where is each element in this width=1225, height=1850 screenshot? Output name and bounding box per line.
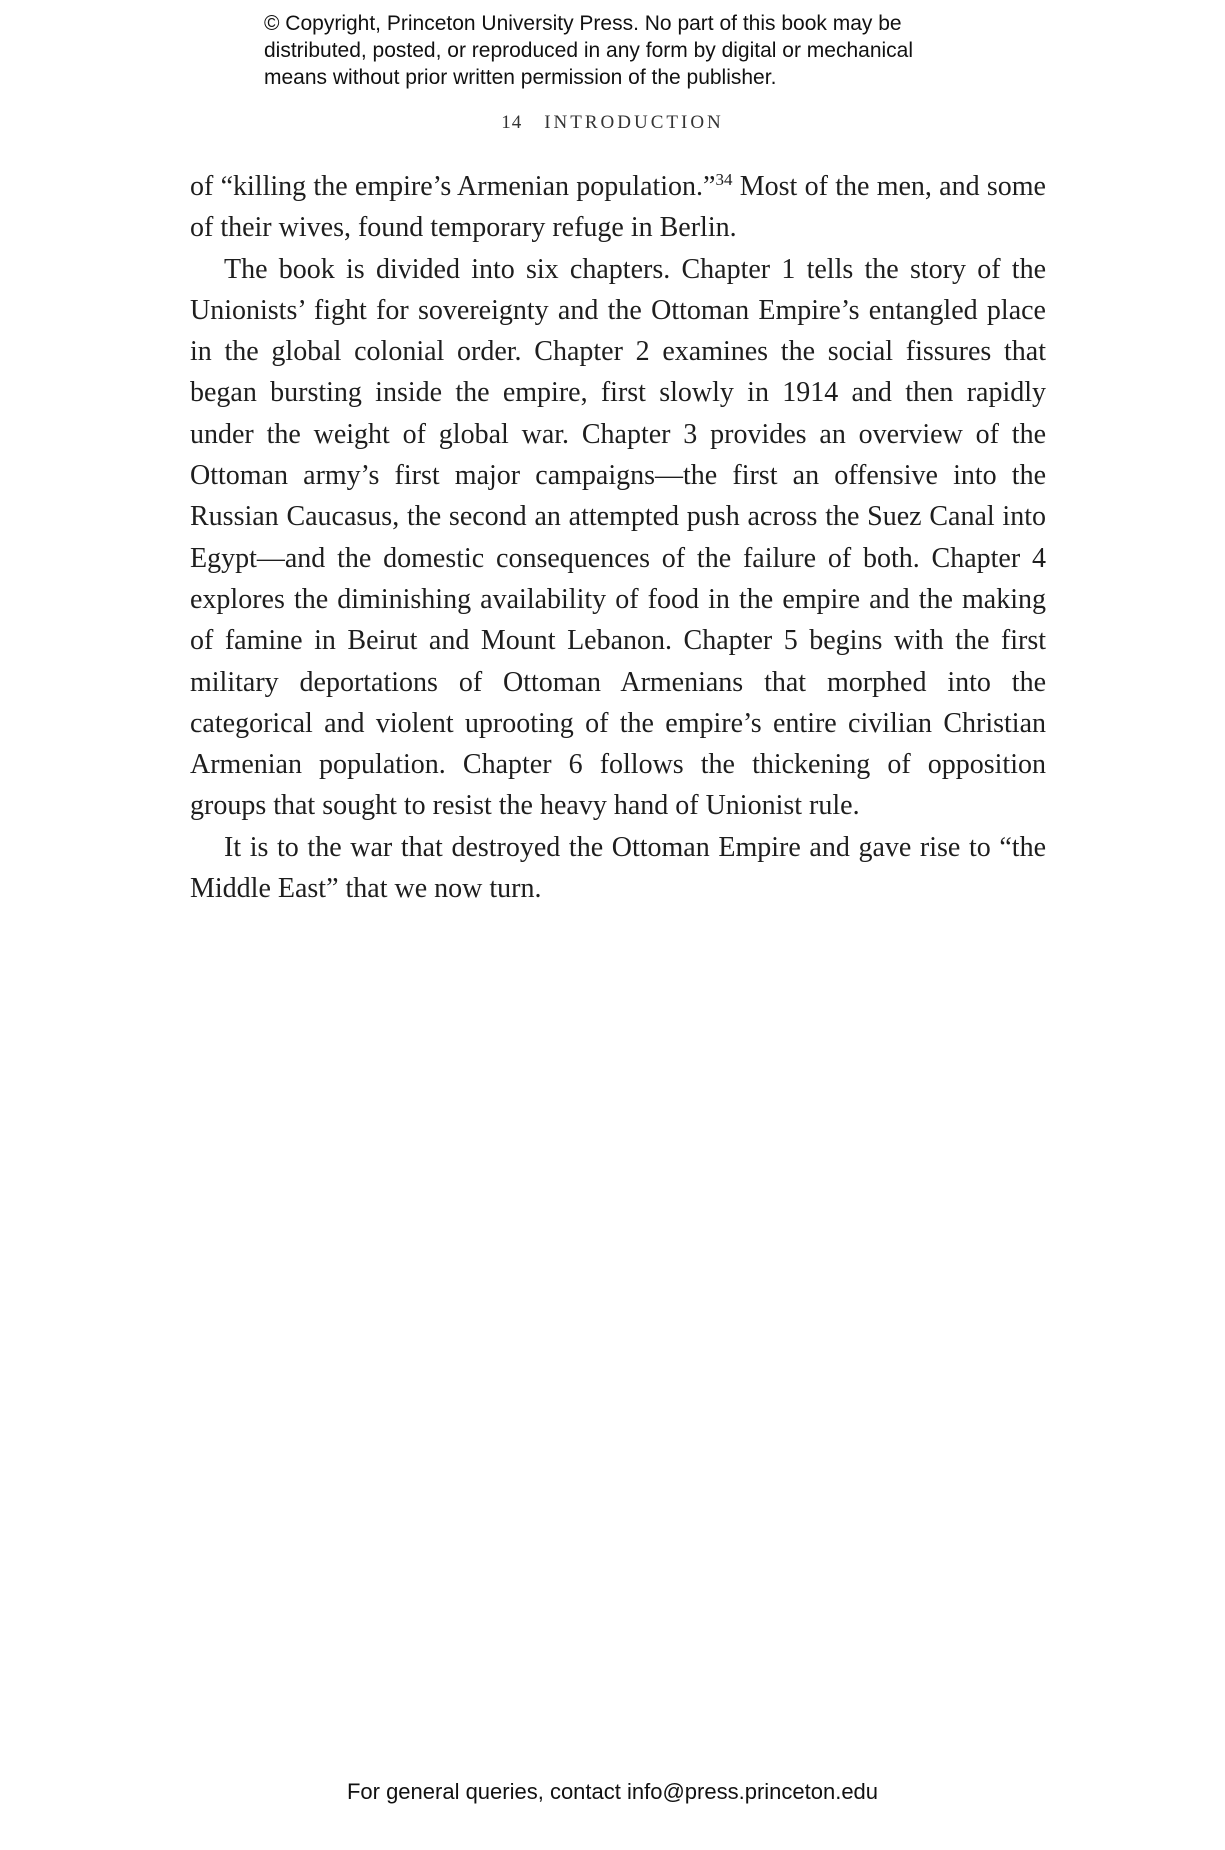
- copyright-notice: [264, 10, 984, 91]
- paragraph: It is to the war that destroyed the Ottoman Empire and gave rise to “the Middle East” that we now turn.: [190, 831, 1046, 905]
- paragraph-text: Most of the men, and some of their wives, found temporary refuge in Berlin.: [190, 171, 1046, 244]
- paragraph-text: of “killing the empire’s Armenian population.”: [190, 171, 716, 202]
- footer-contact: For general queries, contact info@press.princeton.edu: [346, 1779, 879, 1804]
- copyright-line: distributed, posted, or reproduced in any form by digital or mechanical: [264, 39, 914, 62]
- running-head-title: INTRODUCTION: [544, 112, 724, 133]
- paragraph: [190, 166, 1046, 249]
- running-head: [0, 112, 1225, 134]
- footnote-reference: 34: [715, 170, 733, 189]
- body-text: [190, 166, 1046, 909]
- copyright-line: means without prior written permission of the publisher.: [264, 66, 777, 89]
- copyright-line: © Copyright, Princeton University Press. No part of this book may be: [264, 12, 902, 35]
- paragraph: The book is divided into six chapters. Chapter 1 tells the story of the Unionists’ fight for sovereignty and the Ottoman Empire’s entangled place in the global colonial order. Chapter 2 examines the social fissures that began bursting inside the empire, first slowly in 1914 and then rapidly under the weight of global war. Chapter 3 provides an overview of the Ottoman army’s first major campaigns—the first an offensive into the Russian Caucasus, the second an attempted push across the Suez Canal into Egypt—and the domestic consequences of the failure of both. Chapter 4 explores the diminishing availability of food in the empire and the making of famine in Beirut and Mount Lebanon. Chapter 5 begins with the first military deportations of Ottoman Armenians that morphed into the categorical and violent uprooting of the empire’s entire civilian Christian Armenian population. Chapter 6 follows the thickening of opposition groups that sought to resist the heavy hand of Unionist rule.: [190, 253, 1046, 822]
- page-number: 14: [501, 112, 523, 133]
